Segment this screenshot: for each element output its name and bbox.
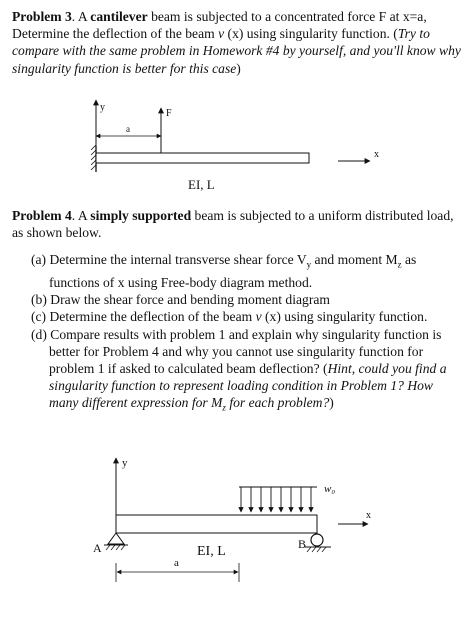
y-axis-label: y	[100, 102, 105, 113]
distributed-load	[239, 487, 317, 512]
task-b: (b) Draw the shear force and bending moment diagram	[31, 292, 330, 308]
problem-3-label: Problem 3	[12, 9, 72, 24]
beam-property-label-2: EI, L	[197, 544, 226, 559]
problem-4-text: Problem 4. A simply supported beam is subjected to a uniform distributed load, as shown below.	[12, 208, 454, 241]
cantilever-keyword: cantilever	[90, 9, 148, 24]
beam-property-label: EI, L	[188, 177, 215, 192]
dimension-a-label-2: a	[174, 557, 179, 569]
x-axis-label: x	[374, 149, 379, 160]
pin-support-a	[104, 533, 128, 550]
x-axis-label-2: x	[366, 510, 371, 521]
task-a: (a) Determine the internal transverse shear force $V_y$ and moment $M_z$ as functions of x using Free-body diagram method.	[31, 252, 417, 290]
task-c: (c) Determine the deflection of the beam v (x) using singularity function.	[31, 309, 428, 325]
problem-3-note: Try to compare with the same problem in Homework #4 by yourself, and you'll know why singularity function is better for this case	[12, 26, 461, 76]
support-b-label: B	[298, 537, 307, 551]
force-f-label: F	[166, 108, 172, 119]
simply-supported-beam	[116, 515, 317, 533]
y-axis-label-2: y	[122, 457, 128, 469]
simply-supported-keyword: simply supported	[90, 208, 192, 223]
task-d: (d) Compare results with problem 1 and explain why singularity function is better for Problem 4 and why you cannot use singularity function for problem 1 if asked to calculated beam deflection? (Hint, could you find a singularity function to represent loading condition in Problem 1? How many different expression for $M_z$ for each problem?)	[31, 326, 447, 414]
support-a-label: A	[93, 541, 102, 555]
load-w0-label: w₀	[324, 483, 336, 495]
dimension-a-label: a	[126, 124, 130, 134]
roller-support-b	[305, 534, 331, 552]
problem-3-text: Problem 3. A cantilever beam is subjected to a concentrated force F at x=a, Determine the deflection of the beam v (x) using singularity function. (Try to compare with the same problem in Homework #4 by yourself, and you'll know why singularity function is better for this case)	[12, 9, 461, 76]
problem-4-label: Problem 4	[12, 208, 72, 223]
